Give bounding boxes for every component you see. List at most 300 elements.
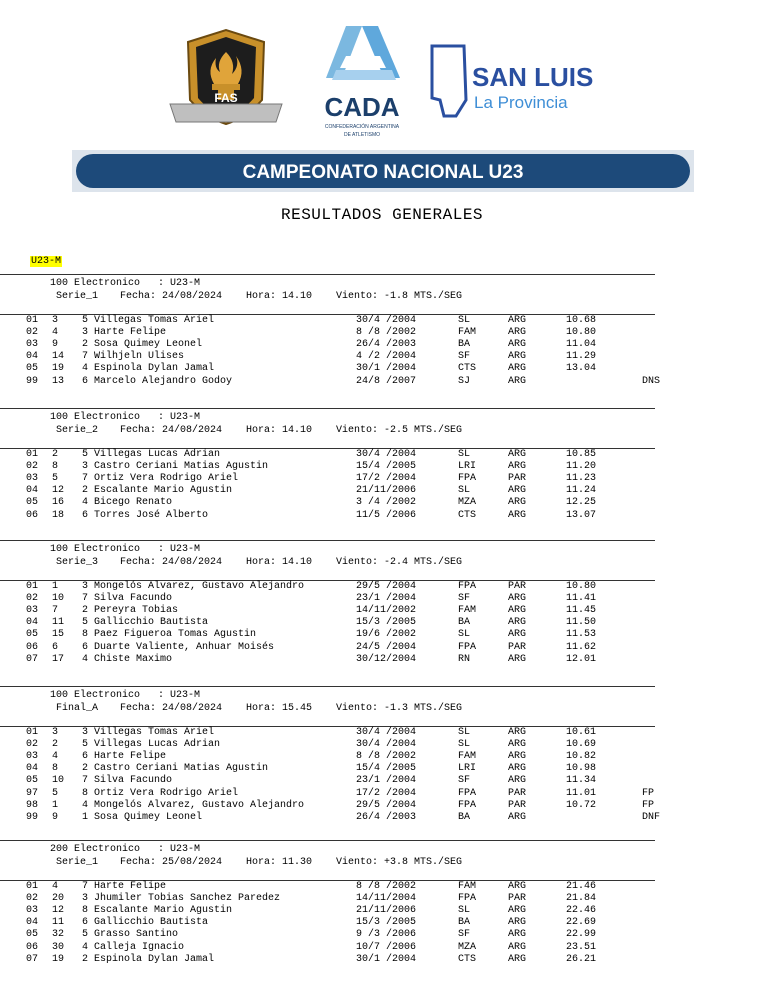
cell-mark: 12.25 xyxy=(566,497,597,509)
cell-nat: ARG xyxy=(508,775,527,787)
cell-lane: 17 xyxy=(52,653,65,665)
event-title: 100 Electronico : U23-M xyxy=(50,690,201,701)
cell-name: Silva Facundo xyxy=(94,775,173,787)
cell-name: Jhumiler Tobias Sanchez Paredez xyxy=(94,893,281,905)
cell-name: Gallicchio Bautista xyxy=(94,917,209,929)
cell-dob: 29/5 /2004 xyxy=(356,799,417,811)
fecha-label: Fecha: 24/08/2024 xyxy=(120,703,223,714)
cell-lane: 7 xyxy=(52,605,59,617)
cell-lane: 2 xyxy=(52,739,59,751)
cell-dob: 8 /8 /2002 xyxy=(356,327,417,339)
cell-club: SL xyxy=(458,449,471,460)
cell-bib: 4 xyxy=(82,653,89,665)
cell-bib: 7 xyxy=(82,351,89,363)
cell-lane: 16 xyxy=(52,497,65,509)
cell-pos: 04 xyxy=(26,917,39,929)
cell-dob: 3 /4 /2002 xyxy=(356,497,417,509)
cell-nat: ARG xyxy=(508,905,527,917)
fecha-label: Fecha: 25/08/2024 xyxy=(120,857,223,868)
cell-nat: PAR xyxy=(508,799,527,811)
cell-dob: 24/8 /2007 xyxy=(356,375,417,387)
cell-mark: 10.80 xyxy=(566,581,597,592)
cell-mark: 10.85 xyxy=(566,449,597,460)
cell-lane: 3 xyxy=(52,727,59,738)
cell-club: FAM xyxy=(458,605,477,617)
cell-lane: 19 xyxy=(52,953,65,965)
cell-bib: 8 xyxy=(82,905,89,917)
cell-dob: 11/5 /2006 xyxy=(356,509,417,521)
cell-bib: 5 xyxy=(82,739,89,751)
cell-lane: 6 xyxy=(52,641,59,653)
fecha-label: Fecha: 24/08/2024 xyxy=(120,291,223,302)
cell-dob: 19/6 /2002 xyxy=(356,629,417,641)
fas-logo-text: FAS xyxy=(214,91,238,105)
cell-nat: PAR xyxy=(508,787,527,799)
sanluis-line2: La Provincia xyxy=(474,93,568,112)
cell-pos: 03 xyxy=(26,473,39,485)
cell-name: Harte Felipe xyxy=(94,751,167,763)
serie-label: Final_A xyxy=(56,703,99,714)
cell-club: BA xyxy=(458,339,471,351)
cell-bib: 2 xyxy=(82,953,89,965)
cell-club: CTS xyxy=(458,953,477,965)
cell-club: CTS xyxy=(458,363,477,375)
hora-label: Hora: 14.10 xyxy=(246,557,313,568)
cell-note: FP xyxy=(642,787,655,799)
cell-dob: 15/3 /2005 xyxy=(356,917,417,929)
cell-dob: 15/4 /2005 xyxy=(356,763,417,775)
cell-pos: 02 xyxy=(26,893,39,905)
cell-mark: 22.46 xyxy=(566,905,597,917)
cell-club: FPA xyxy=(458,641,477,653)
cell-club: SJ xyxy=(458,375,471,387)
cell-club: SL xyxy=(458,739,471,751)
cell-bib: 3 xyxy=(82,327,89,339)
cell-name: Bicego Renato xyxy=(94,497,173,509)
cell-mark: 26.21 xyxy=(566,953,597,965)
cell-pos: 06 xyxy=(26,509,39,521)
cell-pos: 05 xyxy=(26,363,39,375)
fecha-label: Fecha: 24/08/2024 xyxy=(120,557,223,568)
cell-lane: 30 xyxy=(52,941,65,953)
cell-pos: 98 xyxy=(26,799,39,811)
cell-pos: 99 xyxy=(26,375,39,387)
cell-bib: 6 xyxy=(82,641,89,653)
cell-club: MZA xyxy=(458,941,477,953)
hora-label: Hora: 14.10 xyxy=(246,425,313,436)
cada-logo xyxy=(324,26,400,138)
cell-pos: 01 xyxy=(26,315,39,326)
cell-dob: 14/11/2002 xyxy=(356,605,417,617)
cell-name: Paez Figueroa Tomas Agustin xyxy=(94,629,257,641)
cell-bib: 6 xyxy=(82,375,89,387)
event-title: 100 Electronico : U23-M xyxy=(50,544,201,555)
cell-club: CTS xyxy=(458,509,477,521)
cell-mark: 10.80 xyxy=(566,327,597,339)
cell-club: SL xyxy=(458,727,471,738)
cell-mark: 11.04 xyxy=(566,339,597,351)
cell-dob: 30/1 /2004 xyxy=(356,953,417,965)
cell-dob: 8 /8 /2002 xyxy=(356,881,417,892)
cell-note: FP xyxy=(642,799,655,811)
cell-mark: 21.84 xyxy=(566,893,597,905)
cell-mark: 21.46 xyxy=(566,881,597,892)
viento-label: Viento: +3.8 MTS./SEG xyxy=(336,857,463,868)
cell-bib: 5 xyxy=(82,929,89,941)
cell-bib: 4 xyxy=(82,363,89,375)
serie-label: Serie_3 xyxy=(56,557,99,568)
cell-mark: 10.69 xyxy=(566,739,597,751)
cell-bib: 6 xyxy=(82,509,89,521)
cell-club: FPA xyxy=(458,787,477,799)
cell-club: BA xyxy=(458,617,471,629)
viento-label: Viento: -1.8 MTS./SEG xyxy=(336,291,463,302)
cell-club: SL xyxy=(458,315,471,326)
section-top-rule xyxy=(0,686,655,687)
cell-name: Villegas Lucas Adrian xyxy=(94,449,221,460)
cell-lane: 4 xyxy=(52,327,59,339)
cell-nat: ARG xyxy=(508,763,527,775)
cell-nat: ARG xyxy=(508,617,527,629)
cell-mark: 23.51 xyxy=(566,941,597,953)
cell-nat: ARG xyxy=(508,953,527,965)
cell-club: RN xyxy=(458,653,471,665)
cell-dob: 23/1 /2004 xyxy=(356,775,417,787)
cell-name: Wilhjeln Ulises xyxy=(94,351,185,363)
section-top-rule xyxy=(0,274,655,275)
hora-label: Hora: 11.30 xyxy=(246,857,313,868)
cell-pos: 06 xyxy=(26,641,39,653)
cell-name: Castro Ceriani Matias Agustin xyxy=(94,461,269,473)
viento-label: Viento: -2.4 MTS./SEG xyxy=(336,557,463,568)
cell-pos: 02 xyxy=(26,327,39,339)
cell-lane: 11 xyxy=(52,917,65,929)
cell-nat: ARG xyxy=(508,727,527,738)
cell-name: Pereyra Tobias xyxy=(94,605,179,617)
cell-mark: 10.61 xyxy=(566,727,597,738)
cell-lane: 3 xyxy=(52,315,59,326)
cell-pos: 05 xyxy=(26,629,39,641)
cell-lane: 1 xyxy=(52,799,59,811)
cell-bib: 4 xyxy=(82,497,89,509)
cell-lane: 8 xyxy=(52,763,59,775)
cell-club: SL xyxy=(458,485,471,497)
cell-pos: 03 xyxy=(26,339,39,351)
cell-club: SL xyxy=(458,905,471,917)
cell-name: Escalante Mario Agustin xyxy=(94,905,233,917)
cell-pos: 03 xyxy=(26,605,39,617)
cell-nat: ARG xyxy=(508,751,527,763)
cell-nat: PAR xyxy=(508,641,527,653)
cell-nat: ARG xyxy=(508,629,527,641)
cell-dob: 10/7 /2006 xyxy=(356,941,417,953)
cell-dob: 17/2 /2004 xyxy=(356,787,417,799)
cell-pos: 05 xyxy=(26,497,39,509)
cell-lane: 20 xyxy=(52,893,65,905)
cell-mark: 10.72 xyxy=(566,799,597,811)
cell-pos: 03 xyxy=(26,751,39,763)
cell-lane: 9 xyxy=(52,811,59,823)
cell-pos: 97 xyxy=(26,787,39,799)
fas-logo xyxy=(170,30,282,124)
cell-note: DNF xyxy=(642,811,661,823)
cell-club: FPA xyxy=(458,473,477,485)
cell-name: Silva Facundo xyxy=(94,593,173,605)
cell-dob: 17/2 /2004 xyxy=(356,473,417,485)
cell-name: Ortiz Vera Rodrigo Ariel xyxy=(94,787,239,799)
cell-nat: ARG xyxy=(508,485,527,497)
cell-dob: 30/12/2004 xyxy=(356,653,417,665)
cell-bib: 1 xyxy=(82,811,89,823)
cell-lane: 2 xyxy=(52,449,59,460)
cell-lane: 19 xyxy=(52,363,65,375)
cell-nat: ARG xyxy=(508,739,527,751)
cell-bib: 3 xyxy=(82,461,89,473)
cell-lane: 8 xyxy=(52,461,59,473)
cell-pos: 01 xyxy=(26,581,39,592)
cell-dob: 23/1 /2004 xyxy=(356,593,417,605)
cell-dob: 29/5 /2004 xyxy=(356,581,417,592)
cell-bib: 7 xyxy=(82,473,89,485)
cell-lane: 12 xyxy=(52,905,65,917)
cell-mark: 11.41 xyxy=(566,593,597,605)
cell-name: Ortiz Vera Rodrigo Ariel xyxy=(94,473,239,485)
cell-name: Mongelós Alvarez, Gustavo Alejandro xyxy=(94,799,305,811)
cell-pos: 05 xyxy=(26,775,39,787)
cell-nat: PAR xyxy=(508,893,527,905)
cell-nat: ARG xyxy=(508,375,527,387)
cell-nat: ARG xyxy=(508,593,527,605)
cell-pos: 02 xyxy=(26,739,39,751)
section-top-rule xyxy=(0,840,655,841)
cell-bib: 5 xyxy=(82,617,89,629)
cell-club: LRI xyxy=(458,461,477,473)
cell-club: LRI xyxy=(458,763,477,775)
cell-pos: 02 xyxy=(26,461,39,473)
cell-lane: 5 xyxy=(52,473,59,485)
cell-nat: ARG xyxy=(508,605,527,617)
svg-text:CONFEDERACIÓN ARGENTINA: CONFEDERACIÓN ARGENTINA xyxy=(324,124,400,130)
cell-club: FPA xyxy=(458,581,477,592)
cell-pos: 04 xyxy=(26,351,39,363)
cell-mark: 13.04 xyxy=(566,363,597,375)
section-top-rule xyxy=(0,540,655,541)
cell-name: Escalante Mario Agustin xyxy=(94,485,233,497)
cell-bib: 5 xyxy=(82,449,89,460)
cell-dob: 14/11/2004 xyxy=(356,893,417,905)
cell-dob: 15/4 /2005 xyxy=(356,461,417,473)
cell-lane: 10 xyxy=(52,593,65,605)
cell-name: Villegas Lucas Adrian xyxy=(94,739,221,751)
event-title: 100 Electronico : U23-M xyxy=(50,278,201,289)
cell-mark: 11.45 xyxy=(566,605,597,617)
cell-bib: 3 xyxy=(82,893,89,905)
cell-nat: ARG xyxy=(508,351,527,363)
cell-nat: ARG xyxy=(508,497,527,509)
cell-mark: 12.01 xyxy=(566,653,597,665)
cell-pos: 01 xyxy=(26,881,39,892)
cell-lane: 15 xyxy=(52,629,65,641)
cell-name: Harte Felipe xyxy=(94,327,167,339)
cell-name: Castro Ceriani Matias Agustin xyxy=(94,763,269,775)
serie-label: Serie_1 xyxy=(56,291,99,302)
cell-name: Sosa Quimey Leonel xyxy=(94,811,203,823)
cell-lane: 4 xyxy=(52,881,59,892)
cell-club: SF xyxy=(458,929,471,941)
cell-dob: 9 /3 /2006 xyxy=(356,929,417,941)
cell-dob: 30/4 /2004 xyxy=(356,727,417,738)
cell-nat: PAR xyxy=(508,473,527,485)
cell-name: Grasso Santino xyxy=(94,929,179,941)
cell-bib: 2 xyxy=(82,605,89,617)
cell-bib: 2 xyxy=(82,763,89,775)
cell-mark: 11.50 xyxy=(566,617,597,629)
cell-mark: 11.20 xyxy=(566,461,597,473)
cell-mark: 10.98 xyxy=(566,763,597,775)
event-title: 100 Electronico : U23-M xyxy=(50,412,201,423)
cell-mark: 11.24 xyxy=(566,485,597,497)
cell-mark: 11.23 xyxy=(566,473,597,485)
cell-bib: 6 xyxy=(82,917,89,929)
cell-bib: 7 xyxy=(82,775,89,787)
cell-name: Marcelo Alejandro Godoy xyxy=(94,375,233,387)
cell-dob: 8 /8 /2002 xyxy=(356,751,417,763)
cell-club: SF xyxy=(458,593,471,605)
cell-club: BA xyxy=(458,917,471,929)
cell-pos: 04 xyxy=(26,617,39,629)
cell-bib: 8 xyxy=(82,629,89,641)
cell-bib: 4 xyxy=(82,799,89,811)
hora-label: Hora: 15.45 xyxy=(246,703,313,714)
cell-name: Sosa Quimey Leonel xyxy=(94,339,203,351)
cell-nat: ARG xyxy=(508,653,527,665)
cell-mark: 11.34 xyxy=(566,775,597,787)
cell-club: FAM xyxy=(458,327,477,339)
cell-name: Duarte Valiente, Anhuar Moisés xyxy=(94,641,275,653)
cell-pos: 06 xyxy=(26,941,39,953)
cell-name: Villegas Tomas Ariel xyxy=(94,727,215,738)
cell-pos: 03 xyxy=(26,905,39,917)
cell-dob: 4 /2 /2004 xyxy=(356,351,417,363)
cell-bib: 4 xyxy=(82,941,89,953)
cell-lane: 4 xyxy=(52,751,59,763)
cell-lane: 18 xyxy=(52,509,65,521)
cell-name: Harte Felipe xyxy=(94,881,167,892)
cell-dob: 21/11/2006 xyxy=(356,905,417,917)
cell-name: Mongelós Alvarez, Gustavo Alejandro xyxy=(94,581,305,592)
banner-title: CAMPEONATO NACIONAL U23 xyxy=(242,162,524,183)
cell-dob: 24/5 /2004 xyxy=(356,641,417,653)
header-logos xyxy=(0,0,764,150)
championship-banner xyxy=(72,150,694,192)
cell-mark: 11.01 xyxy=(566,787,597,799)
cell-nat: ARG xyxy=(508,449,527,460)
cell-bib: 2 xyxy=(82,339,89,351)
section-top-rule xyxy=(0,408,655,409)
serie-label: Serie_1 xyxy=(56,857,99,868)
cell-bib: 5 xyxy=(82,315,89,326)
cell-dob: 30/4 /2004 xyxy=(356,449,417,460)
cell-bib: 7 xyxy=(82,593,89,605)
cell-name: Calleja Ignacio xyxy=(94,941,185,953)
cell-mark: 11.62 xyxy=(566,641,597,653)
cell-mark: 11.53 xyxy=(566,629,597,641)
cell-nat: ARG xyxy=(508,917,527,929)
cell-dob: 21/11/2006 xyxy=(356,485,417,497)
cell-nat: ARG xyxy=(508,339,527,351)
cell-lane: 32 xyxy=(52,929,65,941)
cell-nat: ARG xyxy=(508,461,527,473)
cell-name: Espinola Dylan Jamal xyxy=(94,363,215,375)
cell-nat: ARG xyxy=(508,881,527,892)
cell-pos: 05 xyxy=(26,929,39,941)
hora-label: Hora: 14.10 xyxy=(246,291,313,302)
viento-label: Viento: -2.5 MTS./SEG xyxy=(336,425,463,436)
sanluis-logo xyxy=(432,46,593,116)
cell-mark: 13.07 xyxy=(566,509,597,521)
cell-pos: 07 xyxy=(26,953,39,965)
fecha-label: Fecha: 24/08/2024 xyxy=(120,425,223,436)
cell-dob: 15/3 /2005 xyxy=(356,617,417,629)
cell-club: MZA xyxy=(458,497,477,509)
cell-dob: 30/4 /2004 xyxy=(356,315,417,326)
svg-text:DE ATLETISMO: DE ATLETISMO xyxy=(343,132,381,138)
cell-pos: 01 xyxy=(26,727,39,738)
cell-nat: ARG xyxy=(508,327,527,339)
cell-name: Espinola Dylan Jamal xyxy=(94,953,215,965)
event-title: 200 Electronico : U23-M xyxy=(50,844,201,855)
cell-club: SL xyxy=(458,629,471,641)
cell-name: Gallicchio Bautista xyxy=(94,617,209,629)
cell-bib: 8 xyxy=(82,787,89,799)
cell-lane: 5 xyxy=(52,787,59,799)
cell-lane: 12 xyxy=(52,485,65,497)
cell-lane: 10 xyxy=(52,775,65,787)
cell-name: Torres José Alberto xyxy=(94,509,209,521)
cell-mark: 22.69 xyxy=(566,917,597,929)
cell-club: FAM xyxy=(458,751,477,763)
cell-bib: 6 xyxy=(82,751,89,763)
cell-dob: 26/4 /2003 xyxy=(356,339,417,351)
cell-bib: 2 xyxy=(82,485,89,497)
cell-mark: 10.82 xyxy=(566,751,597,763)
category-label: U23-M xyxy=(31,256,62,267)
cell-pos: 99 xyxy=(26,811,39,823)
cell-nat: ARG xyxy=(508,929,527,941)
cell-lane: 11 xyxy=(52,617,65,629)
cell-nat: ARG xyxy=(508,363,527,375)
cell-dob: 30/4 /2004 xyxy=(356,739,417,751)
cell-lane: 9 xyxy=(52,339,59,351)
cada-logo-text: CADA xyxy=(324,92,400,122)
cell-club: SF xyxy=(458,351,471,363)
cell-mark: 10.68 xyxy=(566,315,597,326)
cell-nat: PAR xyxy=(508,581,527,592)
cell-dob: 30/1 /2004 xyxy=(356,363,417,375)
cell-lane: 14 xyxy=(52,351,65,363)
cell-nat: ARG xyxy=(508,941,527,953)
cell-lane: 13 xyxy=(52,375,65,387)
cell-nat: ARG xyxy=(508,315,527,326)
cell-club: SF xyxy=(458,775,471,787)
cell-mark: 11.29 xyxy=(566,351,597,363)
cell-note: DNS xyxy=(642,375,661,387)
cell-pos: 07 xyxy=(26,653,39,665)
cell-nat: ARG xyxy=(508,811,527,823)
cell-name: Chiste Maximo xyxy=(94,653,173,665)
cell-dob: 26/4 /2003 xyxy=(356,811,417,823)
cell-bib: 3 xyxy=(82,727,89,738)
